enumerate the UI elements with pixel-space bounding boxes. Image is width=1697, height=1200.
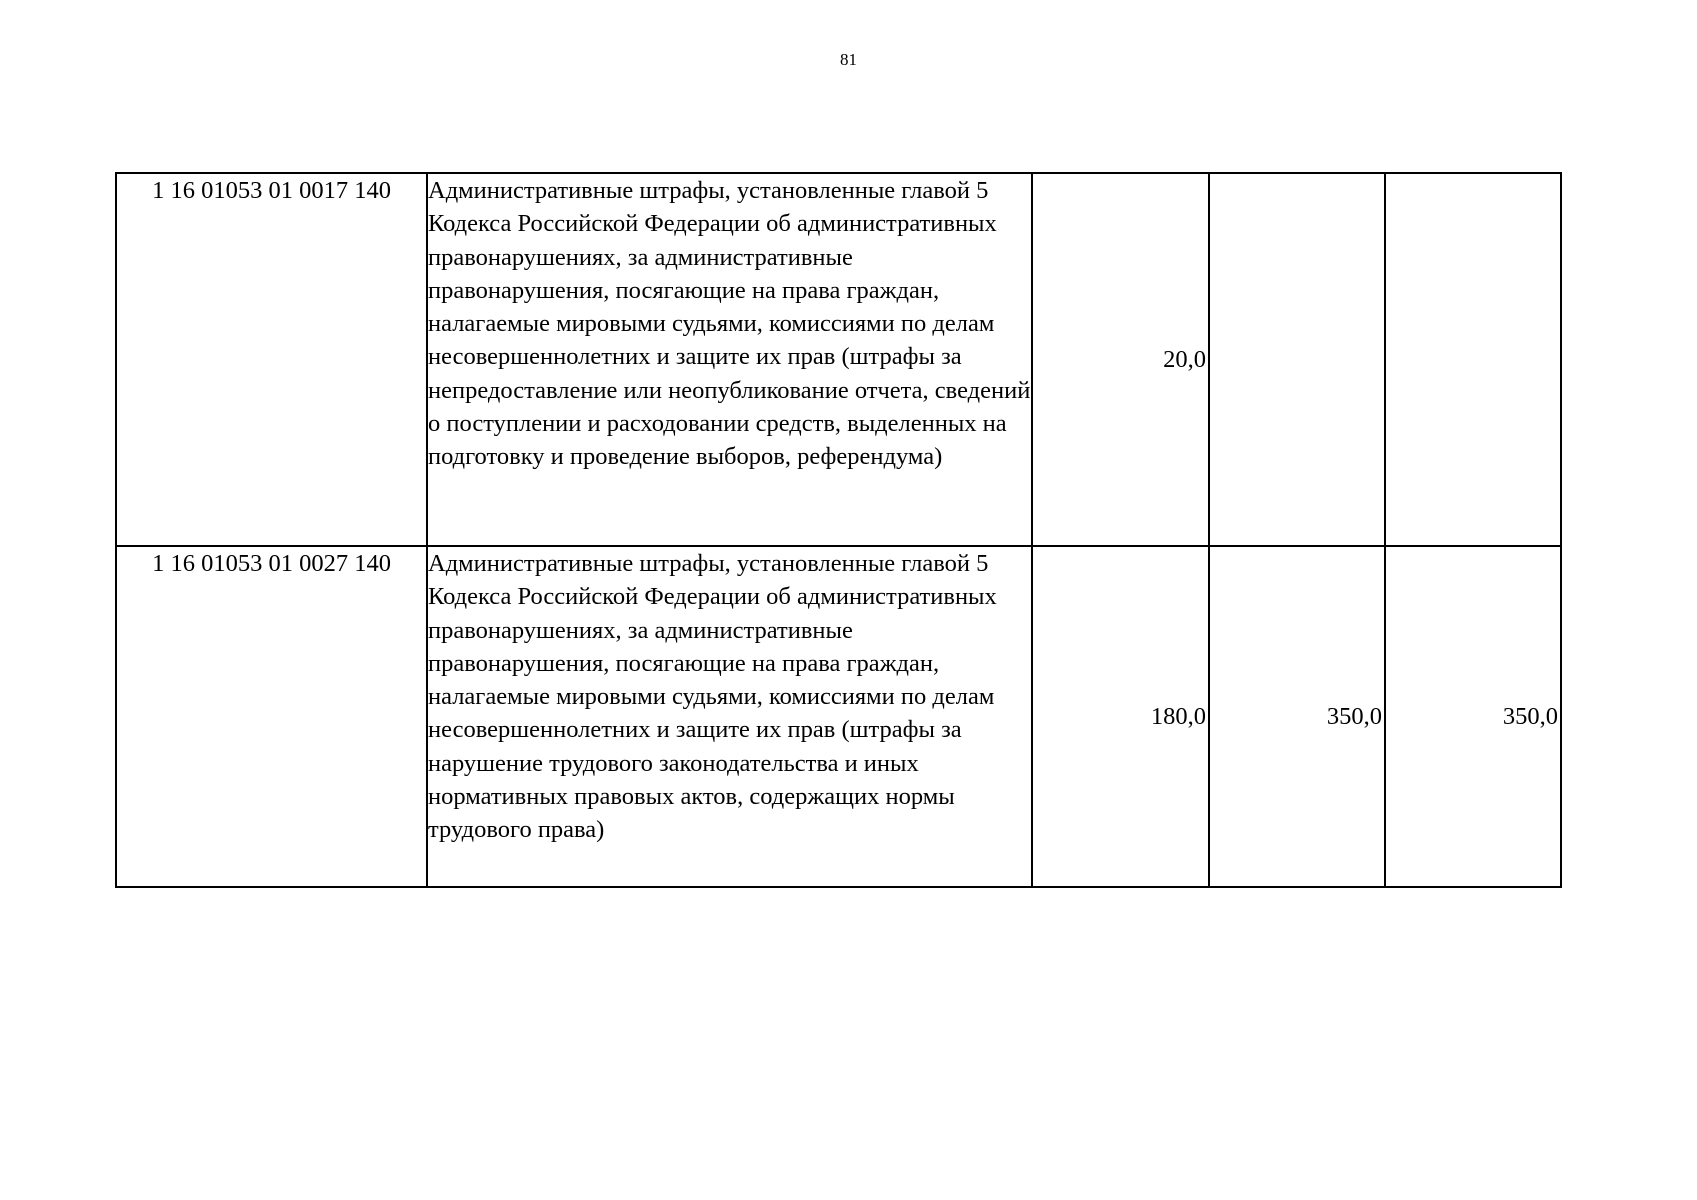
value-cell-3 [1385, 173, 1561, 546]
budget-code-cell: 1 16 01053 01 0027 140 [116, 546, 427, 887]
table-row [116, 546, 1561, 887]
value-cell-1: 20,0 [1032, 173, 1209, 546]
table-row [116, 173, 1561, 546]
description-cell: Административные штрафы, установленные главой 5 Кодекса Российской Федерации об административных правонарушениях, за административные правонарушения, посягающие на права граждан, налагаемые мировыми судьями, комиссиями по делам несовершеннолетних и защите их прав (штрафы за непредоставление или неопубликование отчета, сведений о поступлении и расходовании средств, выделенных на подготовку и проведение выборов, референдума) [427, 173, 1032, 546]
value-cell-2 [1209, 173, 1385, 546]
page-number: 81 [840, 50, 857, 69]
budget-table [115, 172, 1562, 888]
value-cell-2: 350,0 [1209, 546, 1385, 887]
value-cell-1: 180,0 [1032, 546, 1209, 887]
value-cell-3: 350,0 [1385, 546, 1561, 887]
budget-code-cell: 1 16 01053 01 0017 140 [116, 173, 427, 546]
description-cell: Административные штрафы, установленные главой 5 Кодекса Российской Федерации об административных правонарушениях, за административные правонарушения, посягающие на права граждан, налагаемые мировыми судьями, комиссиями по делам несовершеннолетних и защите их прав (штрафы за нарушение трудового законодательства и иных нормативных правовых актов, содержащих нормы трудового права) [427, 546, 1032, 887]
